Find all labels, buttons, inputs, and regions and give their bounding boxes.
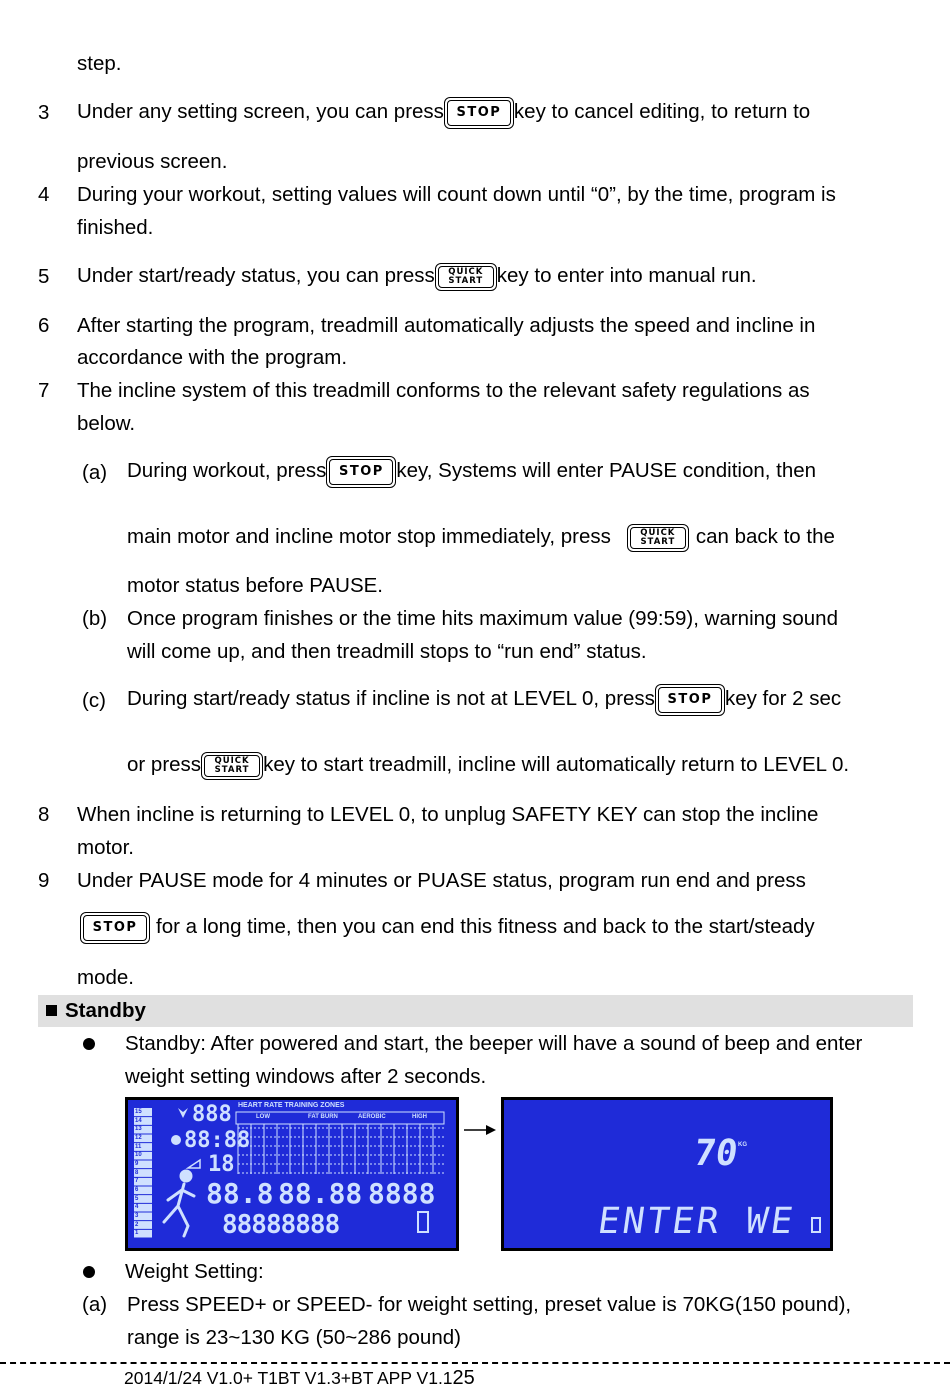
level-label: 1	[135, 1230, 139, 1237]
text-line	[127, 455, 816, 488]
distance-digits: 88.88	[278, 1177, 363, 1210]
text-line: motor status before PAUSE.	[127, 574, 383, 597]
level-label: 14	[135, 1117, 142, 1124]
section-title-text: Standby	[65, 999, 146, 1022]
text-line	[127, 521, 835, 553]
quick-start-key-icon	[435, 263, 497, 291]
text-fragment: main motor and incline motor stop immediately, press	[127, 525, 611, 548]
quick-key-bottom: START	[448, 275, 484, 286]
bullet-icon	[83, 1266, 95, 1278]
text-fragment: can back to the	[695, 525, 835, 548]
quick-key-top: QUICK	[214, 755, 250, 766]
text-line: will come up, and then treadmill stops to “run end” status.	[127, 640, 647, 663]
time-digits: 88:88	[184, 1128, 251, 1153]
text-line: step.	[77, 52, 122, 75]
text-fragment: key to start treadmill, incline will automatically return to LEVEL 0.	[263, 753, 850, 776]
heart-icon	[178, 1108, 188, 1118]
quick-key-top: QUICK	[448, 266, 484, 277]
footer-text: 2014/1/24 V1.0+ T1BT V1.3+BT APP V1.1	[124, 1368, 453, 1388]
text-line: Weight Setting:	[125, 1260, 264, 1283]
list-number: 3	[38, 101, 50, 124]
text-fragment: key for 2 sec	[724, 687, 842, 710]
text-line: When incline is returning to LEVEL 0, to unplug SAFETY KEY can stop the incline	[77, 803, 819, 826]
list-number: 8	[38, 803, 50, 826]
level-label: 12	[135, 1135, 142, 1141]
quick-key-bottom: START	[640, 536, 676, 547]
speed-digits: 88.8	[206, 1177, 274, 1210]
level-label: 5	[135, 1195, 139, 1202]
square-bullet-icon	[46, 1005, 57, 1016]
level-label: 4	[135, 1204, 139, 1211]
stop-key-label: STOP	[447, 100, 511, 126]
level-label: 13	[135, 1126, 142, 1133]
quick-start-key-icon	[201, 752, 263, 780]
level-label: 8	[135, 1169, 139, 1176]
text-fragment: key to cancel editing, to return to	[513, 100, 811, 123]
text-fragment: for a long time, then you can end this fitness and back to the start/steady	[156, 915, 815, 938]
stop-key-label: STOP	[329, 459, 393, 485]
text-line: Under PAUSE mode for 4 minutes or PUASE status, program run end and press	[77, 869, 806, 892]
text-fragment: During workout, press	[127, 459, 327, 482]
message-digits: 88888888	[222, 1210, 340, 1240]
text-line	[77, 96, 810, 129]
runner-icon	[164, 1171, 194, 1236]
level-label: 7	[135, 1178, 139, 1185]
level-label: 9	[135, 1161, 139, 1167]
level-label: 10	[135, 1152, 142, 1159]
zone-fat-burn: FAT BURN	[308, 1114, 338, 1120]
zone-aerobic: AEROBIC	[358, 1114, 386, 1120]
level-label: 3	[135, 1213, 139, 1219]
text-line: previous screen.	[77, 150, 228, 173]
weight-unit: KG	[738, 1142, 747, 1148]
incline-icon	[188, 1160, 200, 1168]
list-number: 6	[38, 314, 50, 337]
zone-high: HIGH	[412, 1114, 427, 1120]
text-fragment: Under any setting screen, you can press	[77, 100, 444, 123]
stop-key-label: STOP	[83, 915, 147, 941]
stop-key-icon	[326, 456, 396, 488]
footer	[124, 1366, 475, 1390]
text-line: mode.	[77, 966, 134, 989]
stop-key-label: STOP	[658, 687, 722, 713]
quick-start-key-icon	[627, 524, 689, 552]
page-number: 25	[452, 1367, 475, 1389]
text-line: After starting the program, treadmill automatically adjusts the speed and incline in	[77, 314, 816, 337]
text-line: below.	[77, 412, 136, 435]
level-label: 15	[135, 1109, 142, 1115]
bullet-icon	[83, 1038, 95, 1050]
battery-icon	[418, 1212, 428, 1232]
text-line	[127, 683, 841, 716]
list-number: 7	[38, 379, 50, 402]
quick-key-bottom: START	[214, 764, 250, 775]
hr-zone-grid	[238, 1124, 444, 1174]
text-line: range is 23~130 KG (50~286 pound)	[127, 1326, 461, 1349]
level-label: 6	[135, 1187, 139, 1193]
list-number: 4	[38, 183, 50, 206]
sub-mark: (c)	[82, 689, 106, 712]
text-line: The incline system of this treadmill conforms to the relevant safety regulations as	[77, 379, 810, 402]
section-header-standby	[38, 995, 913, 1027]
level-label: 2	[135, 1221, 139, 1228]
text-fragment: key to enter into manual run.	[496, 264, 757, 287]
text-fragment: key, Systems will enter PAUSE condition, then	[396, 459, 817, 482]
text-line	[77, 260, 757, 292]
text-fragment: or press	[127, 753, 202, 776]
lcd-display-weight	[501, 1097, 833, 1251]
sub-mark: (a)	[82, 1293, 108, 1316]
hr-zones-header: HEART RATE TRAINING ZONES	[238, 1102, 345, 1109]
level-label: 11	[135, 1143, 142, 1150]
text-line: Once program finishes or the time hits maximum value (99:59), warning sound	[127, 607, 838, 630]
text-line: motor.	[77, 836, 134, 859]
text-fragment: Under start/ready status, you can press	[77, 264, 435, 287]
list-number: 5	[38, 265, 50, 288]
heart-rate-digits: 888	[192, 1102, 232, 1127]
lcd-display-full	[125, 1097, 459, 1251]
list-number: 9	[38, 869, 50, 892]
battery-icon	[810, 1216, 822, 1236]
footer-divider	[0, 1362, 950, 1364]
weight-value: 70	[691, 1133, 741, 1174]
text-line	[127, 749, 849, 781]
text-line: finished.	[77, 216, 154, 239]
text-line: Press SPEED+ or SPEED- for weight setting, preset value is 70KG(150 pound),	[127, 1293, 852, 1316]
calorie-digits: 8888	[368, 1177, 436, 1210]
text-line: Standby: After powered and start, the beeper will have a sound of beep and enter	[125, 1032, 863, 1055]
quick-key-top: QUICK	[640, 527, 676, 538]
sub-mark: (b)	[82, 607, 108, 630]
section-title	[46, 999, 146, 1023]
text-line	[80, 911, 815, 944]
lcd-message: ENTER WE	[595, 1201, 799, 1242]
timer-icon	[171, 1135, 181, 1145]
text-line: weight setting windows after 2 seconds.	[125, 1065, 487, 1088]
text-line: During your workout, setting values will count down until “0”, by the time, program is	[77, 183, 836, 206]
stop-key-icon	[444, 97, 514, 129]
arrow-right-icon	[462, 1122, 498, 1138]
stop-key-icon	[655, 684, 725, 716]
zone-low: LOW	[256, 1114, 270, 1120]
sub-mark: (a)	[82, 461, 108, 484]
incline-digits: 18	[208, 1152, 235, 1177]
text-line: accordance with the program.	[77, 346, 348, 369]
stop-key-icon	[80, 912, 150, 944]
text-fragment: During start/ready status if incline is not at LEVEL 0, press	[127, 687, 655, 710]
